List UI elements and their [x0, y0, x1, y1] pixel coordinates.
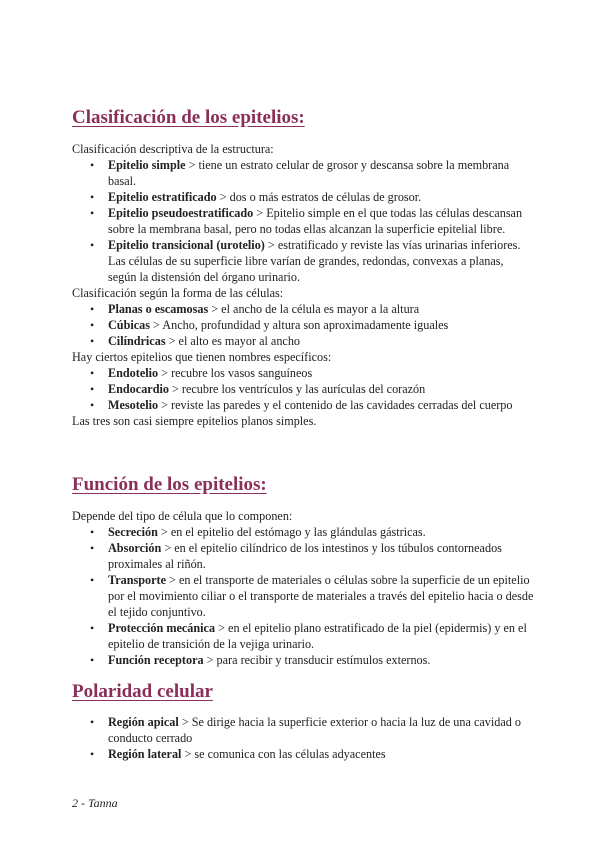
list-item: [72, 381, 534, 397]
list-item: [72, 317, 534, 333]
item-term: Protección mecánica: [108, 621, 216, 635]
bullet-list: [72, 714, 534, 762]
list-item: [72, 620, 534, 652]
item-term: Endotelio: [108, 366, 159, 380]
item-term: Función receptora: [108, 653, 204, 667]
item-term: Epitelio estratificado: [108, 190, 217, 204]
item-text: > Ancho, profundidad y altura son aproximadamente iguales: [150, 318, 449, 332]
bullet-list: [72, 365, 534, 413]
item-term: Epitelio transicional (urotelio): [108, 238, 265, 252]
section-title: Función de los epitelios:: [72, 474, 267, 495]
paragraph-intro: Clasificación descriptiva de la estructura:: [72, 142, 274, 156]
item-term: Mesotelio: [108, 398, 159, 412]
bullet-list: [72, 301, 534, 349]
item-text: > para recibir y transducir estímulos externos.: [203, 653, 431, 667]
bullet-list: [72, 524, 534, 668]
list-item: [72, 540, 534, 572]
section-title: Clasificación de los epitelios:: [72, 107, 305, 128]
item-term: Planas o escamosas: [108, 302, 209, 316]
bullet-list: [72, 157, 534, 285]
list-item: [72, 397, 534, 413]
paragraph-intro: Clasificación según la forma de las células:: [72, 286, 284, 300]
section-title: Polaridad celular: [72, 681, 213, 702]
list-item: [72, 365, 534, 381]
item-term: Cúbicas: [108, 318, 150, 332]
item-text: > Se dirige hacia la superficie exterior o hacia la luz de una cavidad o conducto cerrado: [108, 715, 521, 745]
section-clasificacion: [72, 106, 534, 429]
paragraph-intro: Depende del tipo de célula que lo componen:: [72, 509, 293, 523]
list-item: [72, 205, 534, 237]
item-text: > en el epitelio del estómago y las glándulas gástricas.: [157, 525, 426, 539]
item-text: > Epitelio simple en el que todas las células descansan sobre la membrana basal, pero no todas ellas alcanzan la superficie epitelial libre.: [108, 206, 523, 236]
list-item: [72, 524, 534, 540]
section-funcion: [72, 473, 534, 668]
page-footer: 2 - Tanna: [72, 796, 118, 810]
item-term: Región apical: [108, 715, 179, 729]
list-item: [72, 714, 534, 746]
item-text: > reviste las paredes y el contenido de las cavidades cerradas del cuerpo: [158, 398, 513, 412]
list-item: [72, 746, 534, 762]
item-text: > estratificado y reviste las vías urinarias inferiores. Las células de su superficie libre varían de grandes, redondas, convexas a planas, según la distensión del órgano urinario.: [108, 238, 521, 284]
item-text: > tiene un estrato celular de grosor y descansa sobre la membrana basal.: [108, 158, 510, 188]
list-item: [72, 333, 534, 349]
item-text: > en el transporte de materiales o células sobre la superficie de un epitelio por el movimiento ciliar o el transporte de materiales a través del epitelio hacia o desde el tejido conjuntivo.: [108, 573, 534, 619]
list-item: [72, 301, 534, 317]
paragraph-intro: Hay ciertos epitelios que tienen nombres específicos:: [72, 350, 332, 364]
item-term: Transporte: [108, 573, 166, 587]
list-item: [72, 157, 534, 189]
item-term: Secreción: [108, 525, 158, 539]
item-text: > en el epitelio plano estratificado de la piel (epidermis) y en el epitelio de transición de la vejiga urinario.: [108, 621, 527, 651]
item-term: Epitelio simple: [108, 158, 186, 172]
item-text: > se comunica con las células adyacentes: [181, 747, 386, 761]
item-text: > en el epitelio cilíndrico de los intestinos y los túbulos contorneados proximales al riñón.: [108, 541, 502, 571]
item-text: > dos o más estratos de células de grosor.: [216, 190, 422, 204]
list-item: [72, 189, 534, 205]
item-text: > recubre los vasos sanguíneos: [158, 366, 313, 380]
paragraph-outro: Las tres son casi siempre epitelios planos simples.: [72, 414, 317, 428]
item-term: Epitelio pseudoestratificado: [108, 206, 254, 220]
list-item: [72, 572, 534, 620]
item-term: Cilíndricas: [108, 334, 166, 348]
list-item: [72, 652, 534, 668]
list-item: [72, 237, 534, 285]
item-text: > recubre los ventrículos y las aurículas del corazón: [168, 382, 426, 396]
section-polaridad: [72, 680, 534, 762]
item-text: > el alto es mayor al ancho: [165, 334, 301, 348]
item-term: Endocardio: [108, 382, 169, 396]
item-text: > el ancho de la célula es mayor a la altura: [208, 302, 420, 316]
item-term: Absorción: [108, 541, 162, 555]
item-term: Región lateral: [108, 747, 182, 761]
